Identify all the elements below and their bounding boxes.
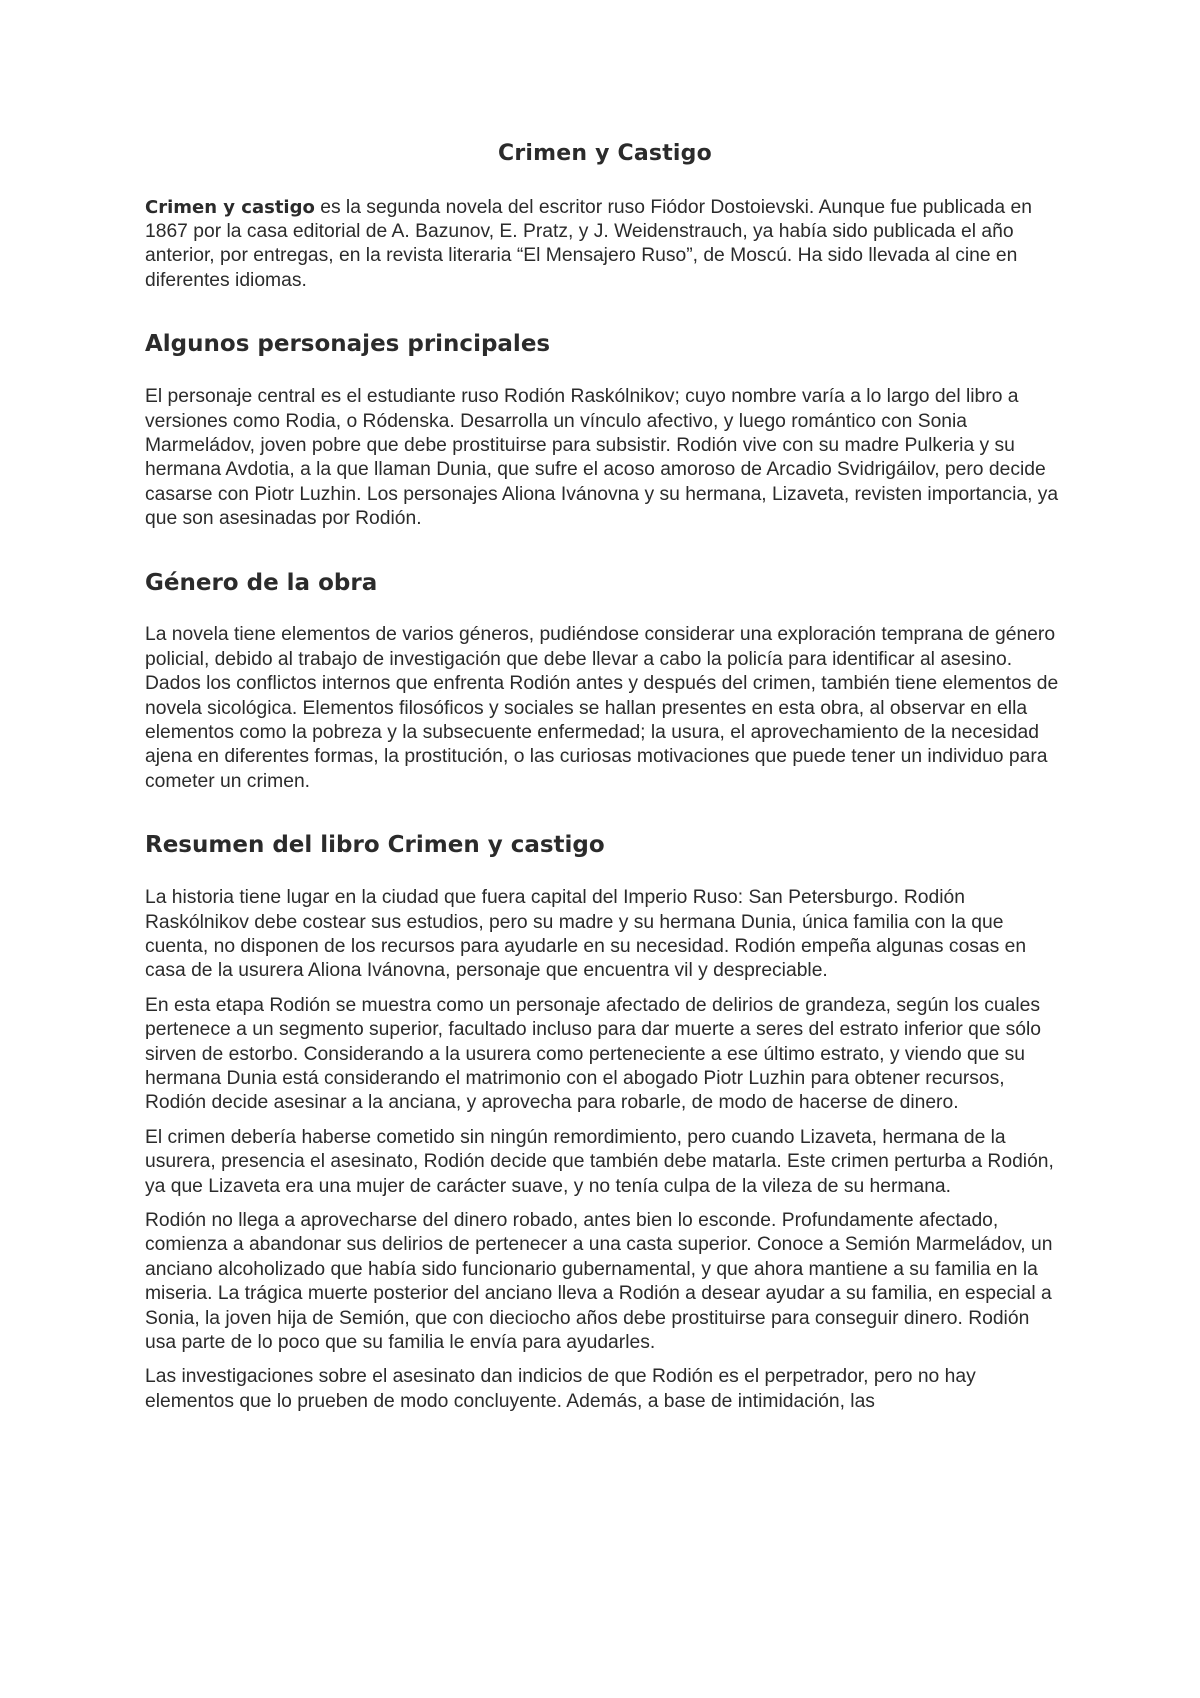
- paragraph-resumen-3: El crimen debería haberse cometido sin ningún remordimiento, pero cuando Lizaveta, hermana de la usurera, presencia el asesinato, Rodión decide que también debe matarla. Este crimen perturba a Rodión, ya que Lizaveta era una mujer de carácter suave, y no tenía culpa de la vileza de su hermana.: [145, 1126, 1054, 1197]
- section-heading-resumen: Resumen del libro Crimen y castigo: [145, 832, 605, 859]
- paragraph-resumen-1: La historia tiene lugar en la ciudad que fuera capital del Imperio Ruso: San Petersburgo. Rodión Raskólnikov debe costear sus estudios, pero su madre y su hermana Dunia, única familia con la que cuenta, no disponen de los recursos para ayudarle en su necesidad. Rodión empeña algunas cosas en casa de la usurera Aliona Ivánovna, personaje que encuentra vil y despreciable.: [145, 887, 1027, 982]
- document-page: [145, 140, 1065, 1424]
- paragraph-genero: La novela tiene elementos de varios géneros, pudiéndose considerar una exploración temprana de género policial, debido al trabajo de investigación que debe llevar a cabo la policía para identificar al asesino. Dados los conflictos internos que enfrenta Rodión antes y después del crimen, también tiene elementos de novela sicológica. Elementos filosóficos y sociales se hallan presentes en esta obra, al observar en ella elementos como la pobreza y la subsecuente enfermedad; la usura, el aprovechamiento de la necesidad ajena en diferentes formas, la prostitución, o las curiosas motivaciones que puede tener un individuo para cometer un crimen.: [145, 624, 1059, 792]
- intro-paragraph: [145, 196, 1065, 294]
- paragraph-resumen-2: En esta etapa Rodión se muestra como un personaje afectado de delirios de grandeza, según los cuales pertenece a un segmento superior, facultado incluso para dar muerte a seres del estrato inferior que sólo sirven de estorbo. Considerando a la usurera como perteneciente a ese último estrato, y viendo que su hermana Dunia está considerando el matrimonio con el abogado Piotr Luzhin para obtener recursos, Rodión decide asesinar a la anciana, y aprovecha para robarle, de modo de hacerse de dinero.: [145, 994, 1042, 1114]
- intro-text: es la segunda novela del escritor ruso Fiódor Dostoievski. Aunque fue publicada en 1867 por la casa editorial de A. Bazunov, E. Pratz, y J. Weidenstrauch, ya había sido publicada el año anterior, por entregas, en la revista literaria “El Mensajero Ruso”, de Moscú. Ha sido llevada al cine en diferentes idiomas.: [145, 196, 1032, 291]
- section-heading-genero: Género de la obra: [145, 569, 378, 596]
- intro-lead-bold: Crimen y castigo: [145, 196, 315, 218]
- section-heading-personajes: Algunos personajes principales: [145, 331, 551, 358]
- paragraph-resumen-4: Rodión no llega a aprovecharse del dinero robado, antes bien lo esconde. Profundamente afectado, comienza a abandonar sus delirios de pertenecer a una casta superior. Conoce a Semión Marmeládov, un anciano alcoholizado que había sido funcionario gubernamental, y que ahora mantiene a su familia en la miseria. La trágica muerte posterior del anciano lleva a Rodión a desear ayudar a su familia, en especial a Sonia, la joven hija de Semión, que con dieciocho años debe prostituirse para conseguir dinero. Rodión usa parte de lo poco que su familia le envía para ayudarles.: [145, 1210, 1053, 1354]
- paragraph-resumen-5: Las investigaciones sobre el asesinato dan indicios de que Rodión es el perpetrador, pero no hay elementos que lo prueben de modo concluyente. Además, a base de intimidación, las: [145, 1366, 976, 1412]
- document-title: Crimen y Castigo: [498, 141, 712, 166]
- paragraph-personajes: El personaje central es el estudiante ruso Rodión Raskólnikov; cuyo nombre varía a lo largo del libro a versiones como Rodia, o Ródenska. Desarrolla un vínculo afectivo, y luego romántico con Sonia Marmeládov, joven pobre que debe prostituirse para subsistir. Rodión vive con su madre Pulkeria y su hermana Avdotia, a la que llaman Dunia, que sufre el acoso amoroso de Arcadio Svidrigáilov, pero decide casarse con Piotr Luzhin. Los personajes Aliona Ivánovna y su hermana, Lizaveta, revisten importancia, ya que son asesinadas por Rodión.: [145, 386, 1059, 530]
